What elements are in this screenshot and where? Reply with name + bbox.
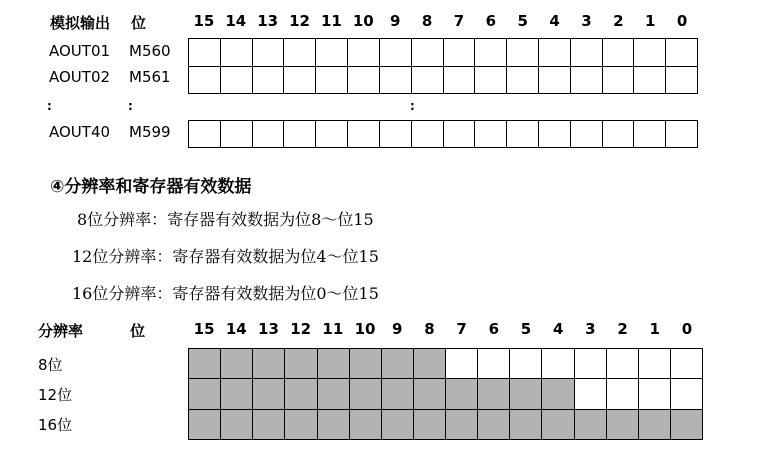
bit-cell <box>189 121 221 148</box>
bit-cell <box>570 66 602 94</box>
bit-cell <box>381 379 413 409</box>
bit-cell <box>638 349 670 379</box>
bit-cell <box>475 39 507 67</box>
bit-cell <box>606 379 638 409</box>
table1-bit-13: 13 <box>257 12 279 30</box>
table1-bit-4: 4 <box>549 12 560 30</box>
bit-cell <box>221 379 253 409</box>
bit-cell <box>538 121 570 148</box>
bit-cell <box>446 409 478 439</box>
bit-cell <box>538 66 570 94</box>
bit-cell <box>411 66 443 94</box>
bit-cell <box>189 39 221 67</box>
bit-cell <box>285 409 317 439</box>
table2-bit-0: 0 <box>681 320 693 338</box>
bit-cell <box>348 39 380 67</box>
table1-bit-15: 15 <box>193 12 215 30</box>
bit-cell <box>413 349 445 379</box>
bit-cell <box>284 121 316 148</box>
bit-cell <box>574 349 606 379</box>
table1-bit-8: 8 <box>421 12 433 30</box>
bit-cell <box>348 66 380 94</box>
bit-cell <box>670 409 702 439</box>
bit-cell <box>666 39 698 67</box>
table1-bit-11: 11 <box>321 12 342 30</box>
row-16bit-name: 16位 <box>38 416 73 434</box>
section-title: ④分辨率和寄存器有效数据 <box>50 177 252 197</box>
bit-cell <box>507 39 539 67</box>
bit-cell <box>411 121 443 148</box>
table2-bit-5: 5 <box>520 320 532 338</box>
bit-cell <box>189 349 221 379</box>
table1-bit-10: 10 <box>352 12 374 30</box>
bit-cell <box>381 409 413 439</box>
bit-cell <box>634 39 666 67</box>
bit-cell <box>542 409 574 439</box>
table2-bit-11: 11 <box>322 320 344 338</box>
bit-cell <box>413 409 445 439</box>
bit-cell <box>379 121 411 148</box>
row-aout02-reg: M561 <box>129 68 171 86</box>
bit-cell <box>316 121 348 148</box>
table1-bit-14: 14 <box>225 12 247 30</box>
table1-top-row-1 <box>189 66 698 94</box>
table1-header-label: 模拟输出 <box>50 14 111 32</box>
bit-cell <box>475 66 507 94</box>
bit-cell <box>602 66 634 94</box>
bit-cell <box>317 409 349 439</box>
table2-bit-10: 10 <box>354 320 376 338</box>
bit-cell <box>411 39 443 67</box>
bit-cell <box>570 121 602 148</box>
bit-cell <box>253 349 285 379</box>
bit-cell <box>574 409 606 439</box>
resolution-line-8: 8位分辨率：寄存器有效数据为位8～位15 <box>77 210 374 229</box>
row-aout01-name: AOUT01 <box>49 42 111 60</box>
bit-cell <box>478 409 510 439</box>
table1-bit-2: 2 <box>613 12 624 30</box>
table1-bit-6: 6 <box>485 12 497 30</box>
bit-cell <box>443 121 475 148</box>
table1-bit-1: 1 <box>644 12 656 30</box>
table2-bit-3: 3 <box>585 320 596 338</box>
bit-cell <box>478 349 510 379</box>
bit-cell <box>381 349 413 379</box>
bit-cell <box>542 379 574 409</box>
row-aout01-reg: M560 <box>129 42 171 60</box>
row-aout40-name: AOUT40 <box>49 123 111 141</box>
bit-cell <box>510 349 542 379</box>
table2-row-2 <box>189 409 703 439</box>
table2-bit-13: 13 <box>258 320 279 338</box>
table1-bit-7: 7 <box>453 12 465 30</box>
bit-cell <box>316 66 348 94</box>
ellipsis-2: : <box>128 99 133 113</box>
bit-cell <box>221 349 253 379</box>
table2-row-0 <box>189 349 703 379</box>
ellipsis-3: : <box>410 99 415 113</box>
bit-cell <box>510 409 542 439</box>
table1-top-row-0 <box>189 39 698 67</box>
bit-cell <box>252 66 284 94</box>
bit-cell <box>252 121 284 148</box>
bit-cell <box>284 66 316 94</box>
bit-cell <box>542 349 574 379</box>
bit-cell <box>446 379 478 409</box>
resolution-line-12: 12位分辨率：寄存器有效数据为位4～位15 <box>72 247 379 266</box>
bit-cell <box>507 121 539 148</box>
bit-cell <box>606 349 638 379</box>
bit-cell <box>443 66 475 94</box>
bit-cell <box>189 66 221 94</box>
bit-cell <box>220 121 252 148</box>
table1-bit-0: 0 <box>676 12 688 30</box>
table2-row-1 <box>189 379 703 409</box>
bit-cell <box>284 39 316 67</box>
bit-cell <box>348 121 380 148</box>
table2-bit-12: 12 <box>290 320 312 338</box>
bit-cell <box>666 66 698 94</box>
bit-cell <box>478 379 510 409</box>
bit-cell <box>285 349 317 379</box>
table1-bottom-row-0 <box>189 121 698 148</box>
row-12bit-name: 12位 <box>38 386 73 404</box>
bit-cell <box>574 379 606 409</box>
row-aout02-name: AOUT02 <box>49 68 111 86</box>
table2-bit-4: 4 <box>552 320 564 338</box>
table1-grid-bottom <box>188 120 698 148</box>
bit-cell <box>413 379 445 409</box>
bit-cell <box>602 121 634 148</box>
bit-cell <box>446 349 478 379</box>
bit-cell <box>379 39 411 67</box>
table2-bit-1: 1 <box>649 320 660 338</box>
bit-cell <box>638 379 670 409</box>
table1-bit-9: 9 <box>389 12 401 30</box>
bit-cell <box>349 379 381 409</box>
ellipsis-1: : <box>47 99 52 113</box>
table1-bit-12: 12 <box>289 12 310 30</box>
table1-header-bit: 位 <box>131 14 147 32</box>
row-aout40-reg: M599 <box>129 123 171 141</box>
bit-cell <box>253 379 285 409</box>
bit-cell <box>349 349 381 379</box>
bit-cell <box>475 121 507 148</box>
bit-cell <box>285 379 317 409</box>
table2-grid <box>188 348 703 440</box>
bit-cell <box>666 121 698 148</box>
table2-bit-2: 2 <box>617 320 628 338</box>
bit-cell <box>252 39 284 67</box>
bit-cell <box>220 66 252 94</box>
table2-bit-14: 14 <box>225 320 247 338</box>
table1-grid-top <box>188 38 698 94</box>
bit-cell <box>638 409 670 439</box>
bit-cell <box>670 349 702 379</box>
bit-cell <box>189 379 221 409</box>
table2-bit-15: 15 <box>193 320 215 338</box>
table1-bit-5: 5 <box>517 12 528 30</box>
bit-cell <box>670 379 702 409</box>
resolution-line-16: 16位分辨率：寄存器有效数据为位0～位15 <box>72 284 379 303</box>
bit-cell <box>606 409 638 439</box>
bit-cell <box>379 66 411 94</box>
bit-cell <box>317 379 349 409</box>
bit-cell <box>510 379 542 409</box>
bit-cell <box>634 121 666 148</box>
bit-cell <box>349 409 381 439</box>
bit-cell <box>507 66 539 94</box>
bit-cell <box>443 39 475 67</box>
bit-cell <box>220 39 252 67</box>
bit-cell <box>317 349 349 379</box>
table2-bit-7: 7 <box>456 320 467 338</box>
table2-header-bit: 位 <box>130 322 146 340</box>
bit-cell <box>316 39 348 67</box>
table2-bit-9: 9 <box>392 320 403 338</box>
bit-cell <box>634 66 666 94</box>
bit-cell <box>570 39 602 67</box>
bit-cell <box>221 409 253 439</box>
table2-bit-6: 6 <box>488 320 499 338</box>
row-8bit-name: 8位 <box>38 356 63 374</box>
bit-cell <box>602 39 634 67</box>
bit-cell <box>538 39 570 67</box>
bit-cell <box>253 409 285 439</box>
table2-bit-8: 8 <box>424 320 435 338</box>
bit-cell <box>189 409 221 439</box>
table1-bit-3: 3 <box>581 12 592 30</box>
table2-header-label: 分辨率 <box>38 322 84 340</box>
